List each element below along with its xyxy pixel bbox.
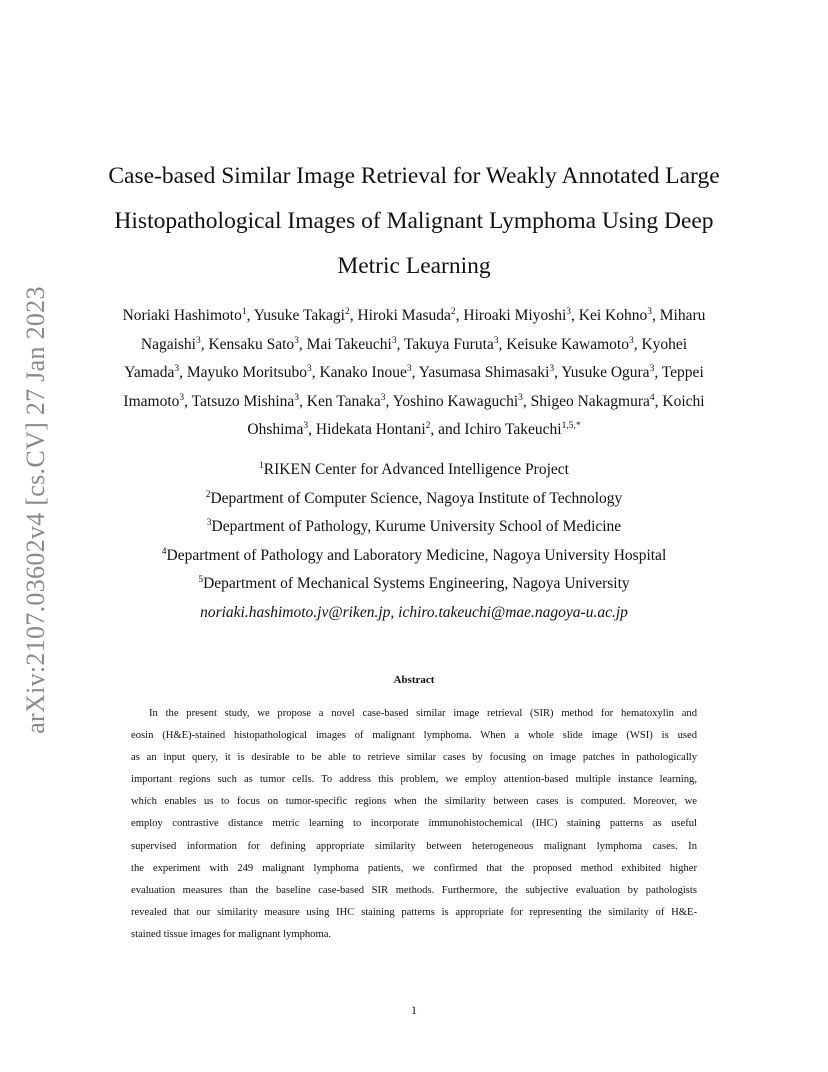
author-name: Kanako Inoue bbox=[319, 364, 407, 381]
author-name-first-part: Kyohei bbox=[641, 335, 688, 353]
author-affiliation-mark: 3 bbox=[566, 306, 572, 317]
author-affiliation-mark: 3 bbox=[294, 392, 300, 403]
affiliation-text: Department of Computer Science, Nagoya Institute of Technology bbox=[210, 489, 623, 507]
author-name: Yusuke Ogura bbox=[561, 364, 650, 381]
arxiv-identifier-stamp bbox=[15, 260, 57, 760]
affiliation-number: 3 bbox=[206, 517, 212, 528]
arxiv-id-text: arXiv:2107.03602v4 [cs.CV] 27 Jan 2023 bbox=[21, 286, 51, 734]
author-affiliation-mark: 1,5,* bbox=[561, 420, 581, 431]
author-name-last-part: Nagaishi bbox=[140, 335, 196, 353]
paper-title bbox=[80, 154, 748, 289]
author-name-last-part: Ohshima bbox=[247, 421, 304, 438]
author-affiliation-mark: 3 bbox=[380, 392, 386, 403]
affiliation-text: RIKEN Center for Advanced Intelligence Project bbox=[263, 461, 569, 478]
author-affiliation-mark: 3 bbox=[647, 306, 652, 317]
abstract-line: stained tissue images for malignant lymphoma. bbox=[131, 928, 332, 940]
author-line: Yamada$^3$, Mayuko Moritsubo$^3$, Kanako Inoue$^3$, Yasumasa Shimasaki$^3$, Yusuke Ogura$^3$, Teppei bbox=[124, 363, 704, 381]
affiliation-text: Department of Mechanical Systems Engineering, Nagoya University bbox=[203, 575, 630, 592]
author-name: Hidekata Hontani bbox=[315, 421, 426, 438]
abstract-line: as an input query, it is desirable to be able to retrieve similar cases by focusing on image patches in pathologically bbox=[131, 752, 697, 764]
author-affiliation-mark: 3 bbox=[179, 392, 185, 403]
author-line: Ohshima$^3$, Hidekata Hontani$^2$, and Ichiro Takeuchi$^{1,5,*}$ bbox=[247, 420, 581, 438]
author-affiliation-mark: 3 bbox=[303, 420, 309, 431]
title-line: Case-based Similar Image Retrieval for Weakly Annotated Large bbox=[108, 163, 720, 189]
author-affiliation-mark: 2 bbox=[425, 420, 431, 431]
abstract-line: the experiment with 249 malignant lymphoma patients, we confirmed that the proposed method exhibited higher bbox=[131, 862, 697, 874]
affiliation-number: 4 bbox=[161, 546, 167, 557]
affiliation bbox=[80, 542, 748, 571]
author-affiliation-mark: 2 bbox=[344, 306, 350, 317]
author-name-last-part: Yamada bbox=[124, 364, 175, 381]
author-name: Kei Kohno bbox=[578, 307, 648, 324]
author-name: Kensaku Sato bbox=[208, 335, 295, 353]
affiliation-number: 5 bbox=[198, 574, 204, 585]
author-affiliation-mark: 3 bbox=[518, 392, 523, 403]
author-name: Noriaki Hashimoto bbox=[122, 307, 242, 324]
affiliation-number: 1 bbox=[259, 460, 264, 471]
author-affiliation-mark: 1 bbox=[241, 306, 247, 317]
author-affiliation-mark: 3 bbox=[649, 363, 655, 374]
author-affiliation-mark: 3 bbox=[306, 363, 312, 374]
abstract-line: supervised information for defining appropriate similarity between heterogeneous malignant lymphoma cases. In bbox=[131, 840, 697, 852]
author-affiliation-mark: 3 bbox=[628, 335, 634, 346]
abstract-line: eosin (H&E)-stained histopathological images of malignant lymphoma. When a whole slide image (WSI) is used bbox=[131, 730, 697, 742]
author-name: Hiroki Masuda bbox=[357, 307, 451, 324]
author-name: Ichiro Takeuchi bbox=[464, 421, 562, 438]
affiliation-text: Department of Pathology, Kurume University School of Medicine bbox=[211, 518, 622, 535]
author-name-first-part: Koichi bbox=[662, 392, 705, 410]
contact-emails[interactable]: noriaki.hashimoto.jv@riken.jp, ichiro.takeuchi@mae.nagoya-u.ac.jp bbox=[200, 603, 628, 621]
author-name: Hiroaki Miyoshi bbox=[463, 307, 567, 324]
author-affiliation-mark: 3 bbox=[391, 335, 397, 346]
author-name-first-part: Miharu bbox=[659, 307, 706, 324]
author-name: Takuya Furuta bbox=[404, 335, 494, 353]
author-line: Nagaishi$^3$, Kensaku Sato$^3$, Mai Takeuchi$^3$, Takuya Furuta$^3$, Keisuke Kawamoto$^3$, Kyohei bbox=[140, 335, 688, 353]
affiliation bbox=[80, 485, 748, 514]
author-affiliation-mark: 3 bbox=[294, 335, 299, 346]
author-name-last-part: Imamoto bbox=[123, 392, 180, 410]
author-name: Yusuke Takagi bbox=[253, 307, 345, 324]
author-affiliation-mark: 3 bbox=[493, 335, 499, 346]
author-affiliation-mark: 3 bbox=[195, 335, 201, 346]
abstract-line: evaluation measures than the baseline case-based SIR methods. Furthermore, the subjective evaluation by pathologists bbox=[131, 884, 697, 896]
author-line: Noriaki Hashimoto$^1$, Yusuke Takagi$^2$, Hiroki Masuda$^2$, Hiroaki Miyoshi$^3$, Kei Kohno$^3$, Miharu bbox=[122, 306, 706, 324]
author-name: Mai Takeuchi bbox=[306, 335, 392, 353]
affiliation-text: Department of Pathology and Laboratory Medicine, Nagoya University Hospital bbox=[166, 546, 667, 564]
page-number: 1 bbox=[411, 1003, 417, 1017]
affiliation bbox=[80, 513, 748, 542]
author-name: Ken Tanaka bbox=[306, 392, 381, 410]
author-name: Yoshino Kawaguchi bbox=[392, 392, 519, 410]
abstract-body bbox=[131, 703, 697, 946]
author-name-first-part: Teppei bbox=[661, 364, 704, 381]
abstract-line: In the present study, we propose a novel case-based similar image retrieval (SIR) method for hematoxylin and bbox=[149, 708, 697, 719]
author-affiliation-mark: 4 bbox=[649, 392, 655, 403]
affiliation bbox=[80, 570, 748, 599]
abstract-line: which enables us to focus on tumor-specific regions when the similarity between cases is computed. Moreover, we bbox=[131, 796, 697, 808]
author-name: Yasumasa Shimasaki bbox=[418, 364, 550, 381]
author-affiliation-mark: 2 bbox=[450, 306, 456, 317]
abstract-line: employ contrastive distance metric learning to incorporate immunohistochemical (IHC) staining patterns as useful bbox=[131, 818, 697, 830]
affiliation bbox=[80, 456, 748, 485]
author-name: Shigeo Nakagmura bbox=[530, 392, 650, 410]
author-line: Imamoto$^3$, Tatsuzo Mishina$^3$, Ken Tanaka$^3$, Yoshino Kawaguchi$^3$, Shigeo Nakagmura$^4$, Koichi bbox=[123, 392, 705, 410]
author-list bbox=[80, 302, 748, 445]
abstract-line: important regions such as tumor cells. To address this problem, we employ attention-based multiple instance learning, bbox=[131, 774, 697, 786]
abstract-heading: Abstract bbox=[393, 674, 435, 686]
author-name: Tatsuzo Mishina bbox=[191, 392, 295, 410]
author-name: Mayuko Moritsubo bbox=[186, 364, 307, 381]
author-name: Keisuke Kawamoto bbox=[506, 335, 629, 353]
author-affiliation-mark: 3 bbox=[549, 363, 555, 374]
author-affiliation-mark: 3 bbox=[174, 363, 180, 374]
abstract-line: revealed that our similarity measure using IHC staining patterns is appropriate for representing the similarity of H&E- bbox=[131, 906, 697, 918]
title-line: Histopathological Images of Malignant Lymphoma Using Deep bbox=[114, 208, 714, 234]
author-affiliation-mark: 3 bbox=[406, 363, 412, 374]
affiliation-list bbox=[80, 456, 748, 627]
affiliation-number: 2 bbox=[205, 489, 211, 500]
title-line: Metric Learning bbox=[337, 253, 491, 279]
